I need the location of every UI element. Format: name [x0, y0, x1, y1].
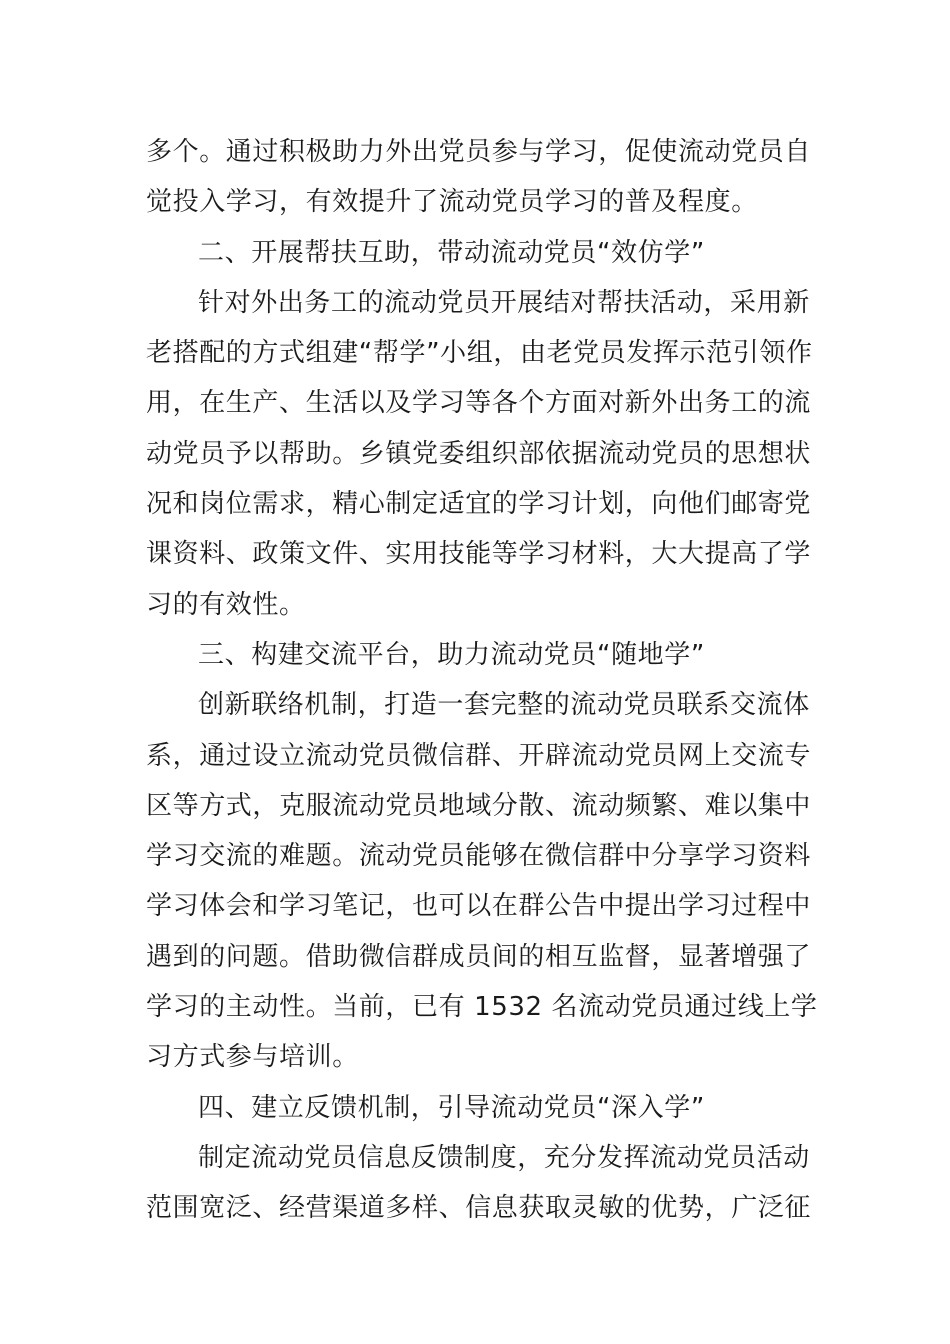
paragraph-section-4: 制定流动党员信息反馈制度，充分发挥流动党员活动范围宽泛、经营渠道多样、信息获取灵敏的优势，广泛征: [146, 1142, 812, 1224]
section-heading-4: 四、建立反馈机制，引导流动党员“深入学”: [198, 1092, 705, 1123]
section-heading-2: 二、开展帮扶互助，带动流动党员“效仿学”: [198, 237, 705, 268]
section-heading-3: 三、构建交流平台，助力流动党员“随地学”: [198, 639, 705, 670]
paragraph-section-2: 针对外出务工的流动党员开展结对帮扶活动，采用新老搭配的方式组建“帮学”小组，由老党员发挥示范引领作用，在生产、生活以及学习等各个方面对新外出务工的流动党员予以帮助。乡镇党委组织部依据流动党员的思想状况和岗位需求，精心制定适宜的学习计划，向他们邮寄党课资料、政策文件、实用技能等学习材料，大大提高了学习的有效性。: [146, 287, 813, 620]
paragraph-continuation: 多个。通过积极助力外出党员参与学习，促使流动党员自觉投入学习，有效提升了流动党员学习的普及程度。: [146, 137, 812, 218]
document-body: [146, 127, 820, 1234]
paragraph-section-3: 创新联络机制，打造一套完整的流动党员联系交流体系，通过设立流动党员微信群、开辟流动党员网上交流专区等方式，克服流动党员地域分散、流动频繁、难以集中学习交流的难题。流动党员能够在微信群中分享学习资料学习体会和学习笔记，也可以在群公告中提出学习过程中遇到的问题。借助微信群成员间的相互监督，显著增强了学习的主动性。当前，已有 1532 名流动党员通过线上学习方式参与培训。: [146, 690, 818, 1073]
